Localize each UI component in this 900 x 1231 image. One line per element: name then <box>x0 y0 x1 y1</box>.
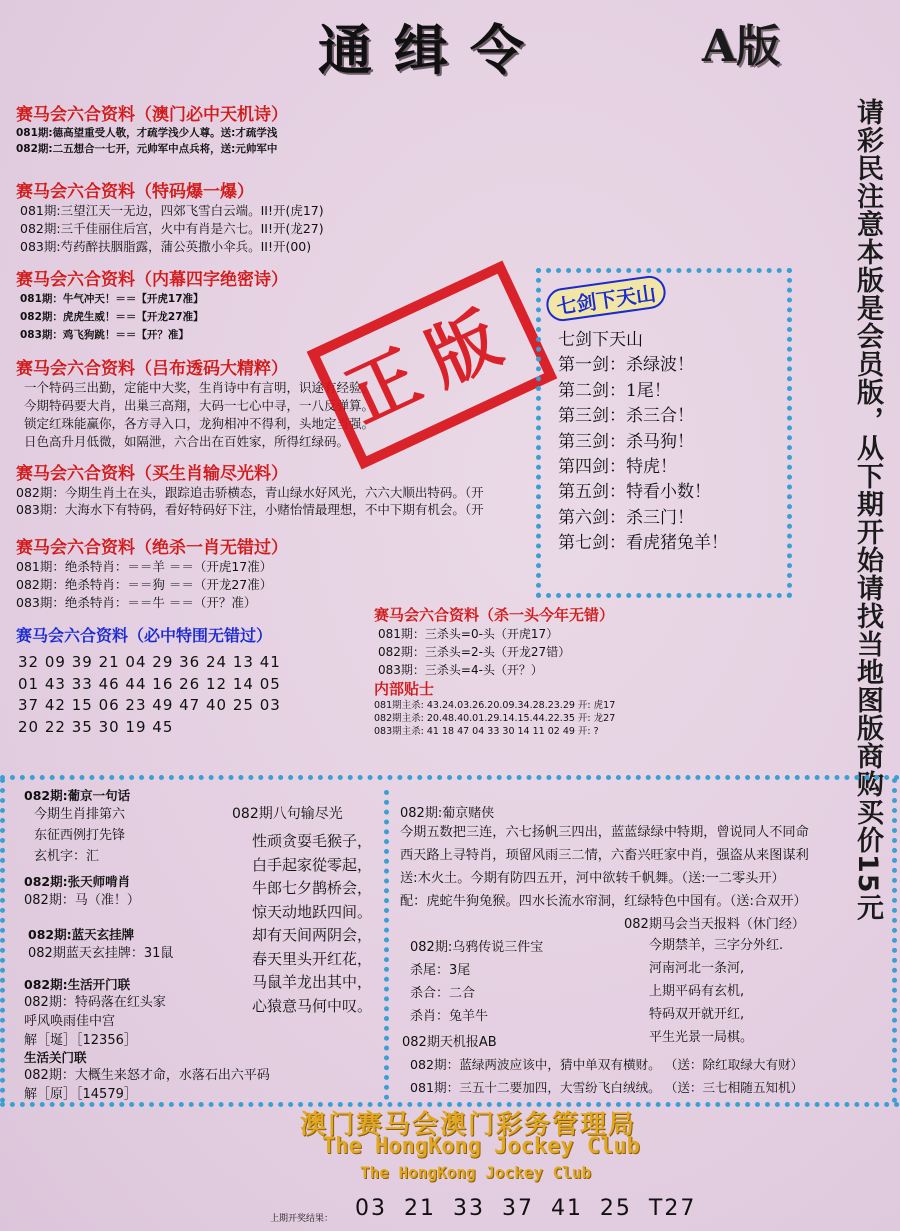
list-item: 心猿意马何中叹。 <box>252 996 373 1015</box>
footer-org-en: The HongKong Jockey Club <box>322 1134 640 1159</box>
footer-org-en-small: The HongKong Jockey Club <box>360 1163 592 1182</box>
number-grid <box>18 652 281 738</box>
seven-swords-list <box>558 328 728 557</box>
result-label: 上期开奖结果： <box>270 1214 334 1224</box>
list-item: 第三剑：杀马狗！ <box>558 431 694 452</box>
list-item: 特码双开就开红, <box>649 1007 745 1022</box>
divider-top <box>0 775 900 780</box>
list-item: 第五剑：特看小数！ <box>558 482 711 503</box>
list-item: 解［原］［14579］ <box>24 1087 137 1102</box>
section-title: 赛马会六合资料（吕布透码大精粹） <box>16 359 288 379</box>
block-zhangtianshi <box>24 872 140 912</box>
list-item: 日色高升月低微，如隔泄，六合出在百姓家，所得红绿码。 <box>24 434 350 449</box>
section-title: 赛马会六合资料（买生肖输尽光料） <box>16 464 288 484</box>
list-item: 083期:芍药醉扶胭脂露，蒲公英撒小伞兵。II!开(00) <box>20 239 312 254</box>
list-item: 七剑下天山 <box>558 330 643 350</box>
block-pujing-phrase <box>24 786 130 867</box>
block-title: 082期:生活开门联 <box>24 977 131 992</box>
list-item: 惊天动地跃四间。 <box>252 902 373 921</box>
section-neimu <box>16 265 288 344</box>
section-title: 赛马会六合资料（绝杀一肖无错过） <box>16 538 288 558</box>
number-row: 20 22 35 30 19 45 <box>18 717 174 736</box>
list-item: 今期特码要大肖，出巢三高翔，大码一七心中寻，一八反弹算。 <box>24 398 375 413</box>
list-item: 082期：大概生来怒才命，水落石出六平码 <box>24 1068 270 1083</box>
list-item: 第七剑：看虎猪兔羊！ <box>558 533 728 554</box>
list-item: 今期禁羊，三字分外红. <box>649 938 784 953</box>
number-row: 32 09 39 21 04 29 36 24 13 41 <box>18 653 281 671</box>
list-item: 配：虎蛇牛狗兔猴。四水长流水帘洞，红绿特色中国有。（送:合双开） <box>400 894 807 909</box>
section-title: 赛马会六合资料（杀一头今年无错） <box>374 606 615 624</box>
eight-lines-list <box>252 830 372 1018</box>
block-crow <box>410 937 543 1028</box>
list-item: 今期五数把三连，六七扬帆三四出，蓝蓝绿绿中特期，曾说同人不同命 <box>400 825 809 840</box>
block-mahui-report <box>624 915 805 1049</box>
section-title: 内部贴士 <box>374 680 435 698</box>
number-row: 01 43 33 46 44 16 26 12 14 05 <box>18 674 281 693</box>
list-item: 082期：马（准！） <box>24 893 140 908</box>
list-item: 春天里头开红花， <box>252 949 373 968</box>
section-title: 赛马会六合资料（必中特围无错过） <box>16 626 273 645</box>
list-item: 今期生肖排第六 <box>34 807 126 822</box>
block-title: 082期:乌鸦传说三件宝 <box>410 940 544 955</box>
list-item: 082期：今期生肖土在头，跟踪追击骄横态，青山绿水好风光，六六大顺出特码。（开 <box>16 485 484 500</box>
list-item: 第四剑：特虎！ <box>558 457 677 478</box>
list-item: 却有天间两阴会， <box>252 926 373 944</box>
block-title: 082期天机报AB <box>402 1035 497 1050</box>
list-item: 081期:德高望重受人敬，才疏学浅少人尊。送:才疏学浅 <box>16 127 278 139</box>
list-item: 082期：三杀头=2-头（开龙27错） <box>378 645 571 659</box>
list-item: 性顽贪耍毛猴子， <box>252 832 373 850</box>
list-item: 081期：牛气冲天！＝＝【开虎17准】 <box>20 293 204 305</box>
block-title: 082期:张天师啃肖 <box>24 874 131 889</box>
block-title: 082期:蓝天玄挂牌 <box>28 927 135 942</box>
list-item: 082期主杀: 20.48.40.01.29.14.15.44.22.35 开: 龙27 <box>374 713 616 724</box>
block-title: 082期:葡京一句话 <box>24 788 131 803</box>
list-item: 第一剑：杀绿波！ <box>558 355 694 376</box>
result-numbers: 03 21 33 37 41 25 T27 <box>355 1196 697 1221</box>
block-title: 生活关门联 <box>24 1050 87 1065</box>
list-item: 牛郎七夕鹊桥会， <box>252 879 373 897</box>
list-item: 082期:三千佳丽住后宫，火中有肖是六七。II!开(龙27) <box>20 221 324 236</box>
list-item: 082期：虎虎生威！＝＝【开龙27准】 <box>20 311 204 323</box>
list-item: 东征西例打先锋 <box>34 828 126 843</box>
section-shengxiao <box>16 459 531 518</box>
list-item: 081期：三杀头=0-头（开虎17） <box>378 627 559 641</box>
list-item: 锁定红珠能赢你，各方寻入口，龙狗相冲不得利，头地定当强。 <box>24 416 375 431</box>
list-item: 杀尾：3尾 <box>410 963 471 978</box>
divider-left <box>0 778 5 1103</box>
list-item: 083期：绝杀特肖：＝＝牛 ＝＝（开？准） <box>16 595 257 610</box>
section-shatou <box>374 604 614 679</box>
list-item: 081期：绝杀特肖：＝＝羊 ＝＝（开虎17准） <box>16 559 273 574</box>
list-item: 083期：大海水下有特码，看好特码好下注，小赌怡情最理想，不中下期有机会。（开 <box>16 502 484 517</box>
block-title: 082期:葡京赌侠 <box>400 806 495 821</box>
block-pujing-duxia <box>400 802 809 913</box>
list-item: 西天路上寻特肖，顼留风雨三二情，六畜兴旺家中肖，强盗从来图谋利 <box>400 848 809 863</box>
list-item: 第三剑：杀三合！ <box>558 406 694 427</box>
list-item: 上期平码有玄机, <box>649 984 745 999</box>
page-title: 通缉令 <box>318 18 546 82</box>
list-item: 杀合：二合 <box>410 986 476 1001</box>
list-item: 平生光景一局棋。 <box>649 1030 754 1045</box>
section-title: 赛马会六合资料（澳门必中天机诗） <box>16 105 288 125</box>
block-lantian <box>28 925 173 965</box>
list-item: 081期主杀: 43.24.03.26.20.09.34.28.23.29 开: 虎17 <box>374 700 616 711</box>
section-title: 赛马会六合资料（特码爆一爆） <box>16 182 254 202</box>
seven-swords-badge: 七剑下天山 <box>544 274 667 323</box>
list-item: 河南河北一条河, <box>649 961 745 976</box>
list-item: 082期蓝天玄挂牌：31鼠 <box>28 946 174 961</box>
authentic-stamp: 正版 <box>307 260 558 469</box>
list-item: 送:木火土。今期有防四五开，河中欲转千帆舞。（送:一二零头开） <box>400 871 785 886</box>
list-item: 呼风唤雨佳中宫 <box>24 1014 116 1029</box>
footer-org-cn: 澳门赛马会澳门彩务管理局 <box>300 1110 637 1140</box>
list-item: 081期:三望江天一无边，四郊飞雪白云端。II!开(虎17) <box>20 203 324 218</box>
list-item: 杀肖：兔羊牛 <box>410 1009 489 1024</box>
list-item: 解［埏］［12356］ <box>24 1033 137 1048</box>
section-tewei <box>16 623 272 646</box>
list-item: 082期：特码落在红头家 <box>24 995 166 1010</box>
list-item: 白手起家從零起， <box>252 855 373 874</box>
block-eight-lines <box>232 803 343 823</box>
list-item: 第六剑：杀三门！ <box>558 507 694 528</box>
section-tema <box>16 177 324 256</box>
list-item: 083期：三杀头=4-头（开？） <box>378 663 543 677</box>
block-title: 082期八句输尽光 <box>232 806 343 822</box>
list-item: 082期：绝杀特肖：＝＝狗 ＝＝（开龙27准） <box>16 577 273 592</box>
block-tianji-ab <box>402 1033 803 1099</box>
section-tianji <box>16 100 288 157</box>
block-kaimen <box>24 975 166 1050</box>
list-item: 马鼠羊龙出其中， <box>252 973 373 991</box>
list-item: 082期:二五想合一七开，元帅军中点兵将，送:元帅军中 <box>16 143 278 155</box>
block-guanmen <box>24 1048 270 1104</box>
block-title: 082期马会当天报料（休门经） <box>624 917 805 932</box>
list-item: 一个特码三出勤，定能中大奖，生肖诗中有言明，识途有经验。 <box>24 380 375 395</box>
list-item: 083期主杀: 41 18 47 04 33 30 14 11 02 49 开: ? <box>374 726 599 737</box>
list-item: 081期：三五十二要加四，大雪纷飞白绒绒。 （送：三七相随五知机） <box>410 1080 804 1095</box>
list-item: 第二剑：1尾！ <box>558 380 671 401</box>
edition-label: A版 <box>702 21 781 72</box>
section-title: 赛马会六合资料（内幕四字绝密诗） <box>16 270 288 290</box>
side-notice: 请彩民注意本版是会员版，从下期开始请找当地图版商购买价15元 <box>852 98 883 922</box>
divider-vertical <box>384 790 389 1100</box>
list-item: 082期：蓝绿两波应该中，猜中单双有横财。 （送：除红取绿大有财） <box>410 1057 804 1072</box>
section-juesha <box>16 533 288 612</box>
number-row: 37 42 15 06 23 49 47 40 25 03 <box>18 696 281 714</box>
list-item: 玄机字：汇 <box>34 849 100 864</box>
section-inner-tips <box>374 678 615 738</box>
divider-right <box>892 778 897 1103</box>
list-item: 083期：鸡飞狗跳！＝＝【开？准】 <box>20 329 189 341</box>
